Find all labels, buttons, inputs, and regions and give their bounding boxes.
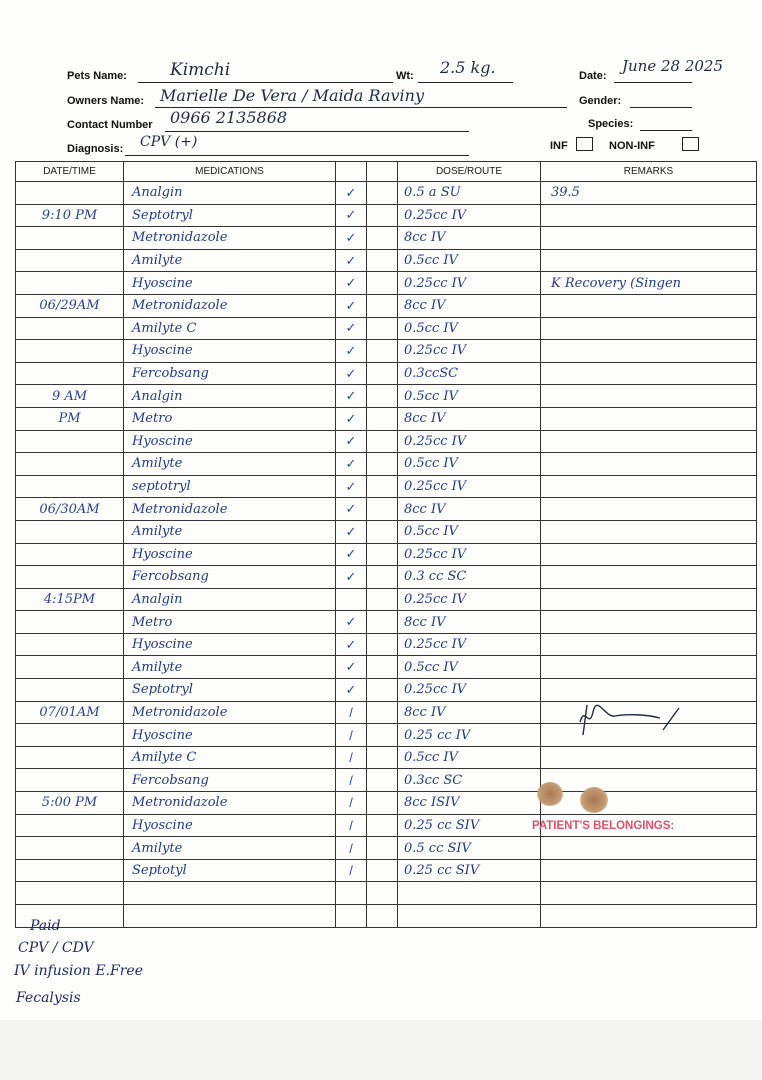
owners-name-value: Marielle De Vera / Maida Raviny [160, 86, 424, 105]
cell-remarks [541, 407, 757, 430]
cell-remarks [541, 475, 757, 498]
table-row [16, 837, 757, 860]
cell-check-b [367, 701, 398, 724]
cell-medication: Hyoscine [124, 430, 336, 453]
cell-dose-route: 0.25cc IV [398, 475, 541, 498]
stain-mark [580, 787, 608, 813]
cell-remarks [541, 588, 757, 611]
cell-check: ✓ [336, 227, 367, 250]
cell-dose-route: 0.3ccSC [398, 362, 541, 385]
cell-dose-route: 8cc IV [398, 701, 541, 724]
cell-check-b [367, 294, 398, 317]
cell-remarks [541, 769, 757, 792]
cell-remarks [541, 340, 757, 363]
cell-check: ✓ [336, 340, 367, 363]
owners-name-label: Owners Name: [67, 95, 145, 107]
cell-check-b [367, 407, 398, 430]
cell-check: ✓ [336, 362, 367, 385]
cell-check-b [367, 814, 398, 837]
cell-date-time [16, 837, 124, 860]
cell-remarks [541, 566, 757, 589]
table-row [16, 272, 757, 295]
cell-remarks [541, 905, 757, 928]
table-body [16, 182, 757, 928]
cell-dose-route: 0.3cc SC [398, 769, 541, 792]
cell-remarks [541, 249, 757, 272]
cell-check-b [367, 769, 398, 792]
cell-check [336, 588, 367, 611]
date-value: June 28 2025 [622, 57, 724, 75]
cell-check-b [367, 317, 398, 340]
table-row [16, 882, 757, 905]
inf-checkbox[interactable] [576, 137, 593, 151]
cell-dose-route: 0.25 cc SIV [398, 859, 541, 882]
cell-remarks [541, 656, 757, 679]
cell-check: ✓ [336, 453, 367, 476]
date-line [614, 82, 692, 83]
cell-date-time [16, 769, 124, 792]
cell-check [336, 905, 367, 928]
cell-remarks [541, 317, 757, 340]
species-label: Species: [588, 118, 634, 130]
cell-date-time [16, 746, 124, 769]
cell-dose-route: 8cc IV [398, 227, 541, 250]
cell-check-b [367, 204, 398, 227]
cell-check-b [367, 882, 398, 905]
cell-check-b [367, 905, 398, 928]
cell-remarks [541, 882, 757, 905]
cell-medication: Analgin [124, 385, 336, 408]
cell-medication: septotryl [124, 475, 336, 498]
cell-date-time [16, 340, 124, 363]
cell-dose-route: 8cc IV [398, 294, 541, 317]
pets-name-label: Pets Name: [67, 70, 127, 82]
cell-date-time: 9 AM [16, 385, 124, 408]
cell-dose-route: 0.5cc IV [398, 249, 541, 272]
cell-check: ✓ [336, 272, 367, 295]
cell-dose-route: 0.25cc IV [398, 588, 541, 611]
contact-line [165, 131, 469, 132]
header-check-b [367, 162, 398, 182]
table-row [16, 905, 757, 928]
cell-date-time [16, 272, 124, 295]
cell-check: / [336, 769, 367, 792]
cell-date-time: 9:10 PM [16, 204, 124, 227]
table-row [16, 792, 757, 815]
table-row [16, 543, 757, 566]
cell-check: ✓ [336, 633, 367, 656]
cell-medication: Analgin [124, 588, 336, 611]
noninf-label: NON-INF [609, 140, 655, 152]
cell-check: ✓ [336, 294, 367, 317]
inf-label: INF [550, 140, 568, 152]
cell-remarks [541, 520, 757, 543]
cell-check: ✓ [336, 182, 367, 205]
cell-dose-route: 8cc IV [398, 498, 541, 521]
cell-remarks [541, 498, 757, 521]
cell-remarks [541, 543, 757, 566]
cell-dose-route: 0.5cc IV [398, 385, 541, 408]
pets-name-line [138, 82, 393, 83]
cell-check-b [367, 679, 398, 702]
cell-remarks [541, 227, 757, 250]
cell-date-time [16, 249, 124, 272]
pets-name-value: Kimchi [170, 60, 231, 80]
table-row [16, 769, 757, 792]
cell-check-b [367, 227, 398, 250]
cell-date-time [16, 656, 124, 679]
cell-date-time [16, 859, 124, 882]
cell-check [336, 882, 367, 905]
cell-medication: Fercobsang [124, 769, 336, 792]
cell-dose-route: 0.5cc IV [398, 453, 541, 476]
table-row [16, 498, 757, 521]
table-row [16, 249, 757, 272]
date-label: Date: [579, 70, 607, 82]
cell-check-b [367, 611, 398, 634]
note-fecalysis: Fecalysis [16, 990, 81, 1006]
table-row [16, 566, 757, 589]
cell-check-b [367, 362, 398, 385]
cell-date-time [16, 475, 124, 498]
cell-dose-route: 0.5 a SU [398, 182, 541, 205]
cell-check: ✓ [336, 317, 367, 340]
cell-date-time: 06/29AM [16, 294, 124, 317]
cell-check-b [367, 182, 398, 205]
cell-check: ✓ [336, 520, 367, 543]
header-date-time: DATE/TIME [16, 162, 124, 182]
stain-mark [537, 782, 563, 806]
cell-date-time [16, 520, 124, 543]
cell-date-time [16, 724, 124, 747]
cell-medication: Metro [124, 611, 336, 634]
cell-check: ✓ [336, 656, 367, 679]
table-row [16, 294, 757, 317]
cell-remarks [541, 633, 757, 656]
cell-date-time: 06/30AM [16, 498, 124, 521]
note-iv-infusion: IV infusion E.Free [14, 963, 143, 979]
wt-line [418, 82, 513, 83]
cell-check-b [367, 566, 398, 589]
table-row [16, 633, 757, 656]
table-row [16, 859, 757, 882]
cell-remarks [541, 362, 757, 385]
table-row [16, 588, 757, 611]
cell-medication [124, 905, 336, 928]
cell-date-time [16, 611, 124, 634]
table-row [16, 611, 757, 634]
cell-remarks: 39.5 [541, 182, 757, 205]
cell-check: / [336, 701, 367, 724]
signature-mark [575, 700, 685, 740]
cell-check-b [367, 385, 398, 408]
cell-dose-route: 8cc ISIV [398, 792, 541, 815]
table-row [16, 453, 757, 476]
cell-dose-route: 0.5cc IV [398, 317, 541, 340]
cell-check-b [367, 792, 398, 815]
cell-medication: Amilyte [124, 837, 336, 860]
cell-check: / [336, 724, 367, 747]
cell-medication: Hyoscine [124, 724, 336, 747]
cell-remarks [541, 204, 757, 227]
cell-dose-route: 0.5cc IV [398, 520, 541, 543]
cell-remarks [541, 611, 757, 634]
table-row [16, 317, 757, 340]
cell-check-b [367, 453, 398, 476]
cell-remarks [541, 837, 757, 860]
cell-check-b [367, 633, 398, 656]
cell-check: ✓ [336, 566, 367, 589]
cell-medication: Metronidazole [124, 792, 336, 815]
cell-dose-route: 0.25cc IV [398, 272, 541, 295]
cell-dose-route: 0.25cc IV [398, 430, 541, 453]
cell-check-b [367, 498, 398, 521]
diagnosis-line [125, 155, 469, 156]
cell-dose-route: 0.3 cc SC [398, 566, 541, 589]
cell-medication: Septotryl [124, 204, 336, 227]
cell-check-b [367, 724, 398, 747]
cell-date-time [16, 679, 124, 702]
cell-date-time: 07/01AM [16, 701, 124, 724]
cell-dose-route: 0.25cc IV [398, 633, 541, 656]
cell-medication: Amilyte [124, 520, 336, 543]
header-dose-route: DOSE/ROUTE [398, 162, 541, 182]
cell-check-b [367, 520, 398, 543]
table-row [16, 340, 757, 363]
cell-check-b [367, 249, 398, 272]
table-row [16, 475, 757, 498]
cell-remarks: K Recovery (Singen [541, 272, 757, 295]
table-row [16, 362, 757, 385]
medication-table [15, 161, 757, 928]
table-row [16, 679, 757, 702]
cell-check-b [367, 272, 398, 295]
gender-label: Gender: [579, 95, 622, 107]
cell-dose-route: 0.5cc IV [398, 656, 541, 679]
cell-check-b [367, 543, 398, 566]
note-cpv-cdv: CPV / CDV [18, 940, 94, 956]
cell-date-time [16, 430, 124, 453]
note-paid: Paid [30, 918, 61, 934]
cell-dose-route: 0.25cc IV [398, 679, 541, 702]
contact-value: 0966 2135868 [170, 108, 288, 127]
cell-medication: Hyoscine [124, 340, 336, 363]
cell-dose-route: 0.25cc IV [398, 543, 541, 566]
table-row [16, 204, 757, 227]
cell-medication: Analgin [124, 182, 336, 205]
cell-check: / [336, 814, 367, 837]
cell-medication: Metro [124, 407, 336, 430]
cell-medication: Fercobsang [124, 566, 336, 589]
cell-check: ✓ [336, 679, 367, 702]
table-row [16, 656, 757, 679]
cell-check: ✓ [336, 249, 367, 272]
cell-medication: Fercobsang [124, 362, 336, 385]
cell-check: ✓ [336, 543, 367, 566]
cell-date-time [16, 543, 124, 566]
table-header-row [16, 162, 757, 182]
cell-check: ✓ [336, 385, 367, 408]
species-line [640, 130, 692, 131]
diagnosis-label: Diagnosis: [67, 143, 124, 155]
cell-medication: Hyoscine [124, 814, 336, 837]
cell-check-b [367, 588, 398, 611]
cell-check-b [367, 746, 398, 769]
cell-check-b [367, 656, 398, 679]
cell-date-time [16, 182, 124, 205]
cell-dose-route: 0.25cc IV [398, 340, 541, 363]
cell-check: ✓ [336, 475, 367, 498]
cell-medication: Amilyte C [124, 746, 336, 769]
cell-medication: Metronidazole [124, 294, 336, 317]
cell-check: / [336, 746, 367, 769]
table-row [16, 746, 757, 769]
cell-medication: Septotyl [124, 859, 336, 882]
cell-dose-route: 0.25cc IV [398, 204, 541, 227]
cell-date-time [16, 566, 124, 589]
cell-check-b [367, 430, 398, 453]
cell-dose-route: 0.25 cc SIV [398, 814, 541, 837]
cell-remarks [541, 453, 757, 476]
cell-date-time [16, 362, 124, 385]
table-row [16, 385, 757, 408]
wt-label: Wt: [396, 70, 414, 82]
cell-remarks [541, 385, 757, 408]
cell-date-time [16, 227, 124, 250]
diagnosis-value: CPV (+) [140, 134, 198, 150]
cell-date-time [16, 317, 124, 340]
header-medications: MEDICATIONS [124, 162, 336, 182]
cell-date-time: 4:15PM [16, 588, 124, 611]
contact-label: Contact Number [67, 119, 153, 131]
header-check-a [336, 162, 367, 182]
noninf-checkbox[interactable] [682, 137, 699, 151]
cell-medication: Metronidazole [124, 227, 336, 250]
table-row [16, 227, 757, 250]
cell-remarks [541, 430, 757, 453]
cell-medication: Amilyte [124, 656, 336, 679]
wt-value: 2.5 kg. [440, 58, 496, 77]
cell-check: ✓ [336, 407, 367, 430]
cell-check-b [367, 475, 398, 498]
cell-date-time [16, 453, 124, 476]
table-row [16, 182, 757, 205]
cell-check: ✓ [336, 611, 367, 634]
cell-dose-route: 8cc IV [398, 407, 541, 430]
gender-line [630, 107, 692, 108]
cell-date-time [16, 633, 124, 656]
cell-dose-route: 0.5cc IV [398, 746, 541, 769]
cell-medication: Septotryl [124, 679, 336, 702]
cell-medication: Metronidazole [124, 701, 336, 724]
cell-dose-route [398, 905, 541, 928]
patients-belongings-label: PATIENT'S BELONGINGS: [532, 820, 675, 832]
cell-check: / [336, 792, 367, 815]
table-row [16, 407, 757, 430]
cell-check-b [367, 859, 398, 882]
cell-check: ✓ [336, 498, 367, 521]
table-row [16, 430, 757, 453]
cell-medication: Hyoscine [124, 272, 336, 295]
cell-medication: Hyoscine [124, 633, 336, 656]
cell-check-b [367, 837, 398, 860]
cell-dose-route: 0.5 cc SIV [398, 837, 541, 860]
cell-check: / [336, 859, 367, 882]
cell-medication: Hyoscine [124, 543, 336, 566]
cell-remarks [541, 792, 757, 815]
cell-medication: Amilyte [124, 453, 336, 476]
table-row [16, 520, 757, 543]
cell-remarks [541, 294, 757, 317]
cell-medication: Metronidazole [124, 498, 336, 521]
cell-dose-route: 0.25 cc IV [398, 724, 541, 747]
cell-remarks [541, 746, 757, 769]
cell-date-time [16, 882, 124, 905]
cell-remarks [541, 679, 757, 702]
cell-check-b [367, 340, 398, 363]
cell-medication [124, 882, 336, 905]
cell-date-time: 5:00 PM [16, 792, 124, 815]
cell-dose-route [398, 882, 541, 905]
header-remarks: REMARKS [541, 162, 757, 182]
cell-date-time: PM [16, 407, 124, 430]
cell-check: / [336, 837, 367, 860]
cell-remarks [541, 859, 757, 882]
cell-medication: Amilyte [124, 249, 336, 272]
cell-check: ✓ [336, 430, 367, 453]
cell-medication: Amilyte C [124, 317, 336, 340]
cell-check: ✓ [336, 204, 367, 227]
cell-date-time [16, 814, 124, 837]
cell-dose-route: 8cc IV [398, 611, 541, 634]
